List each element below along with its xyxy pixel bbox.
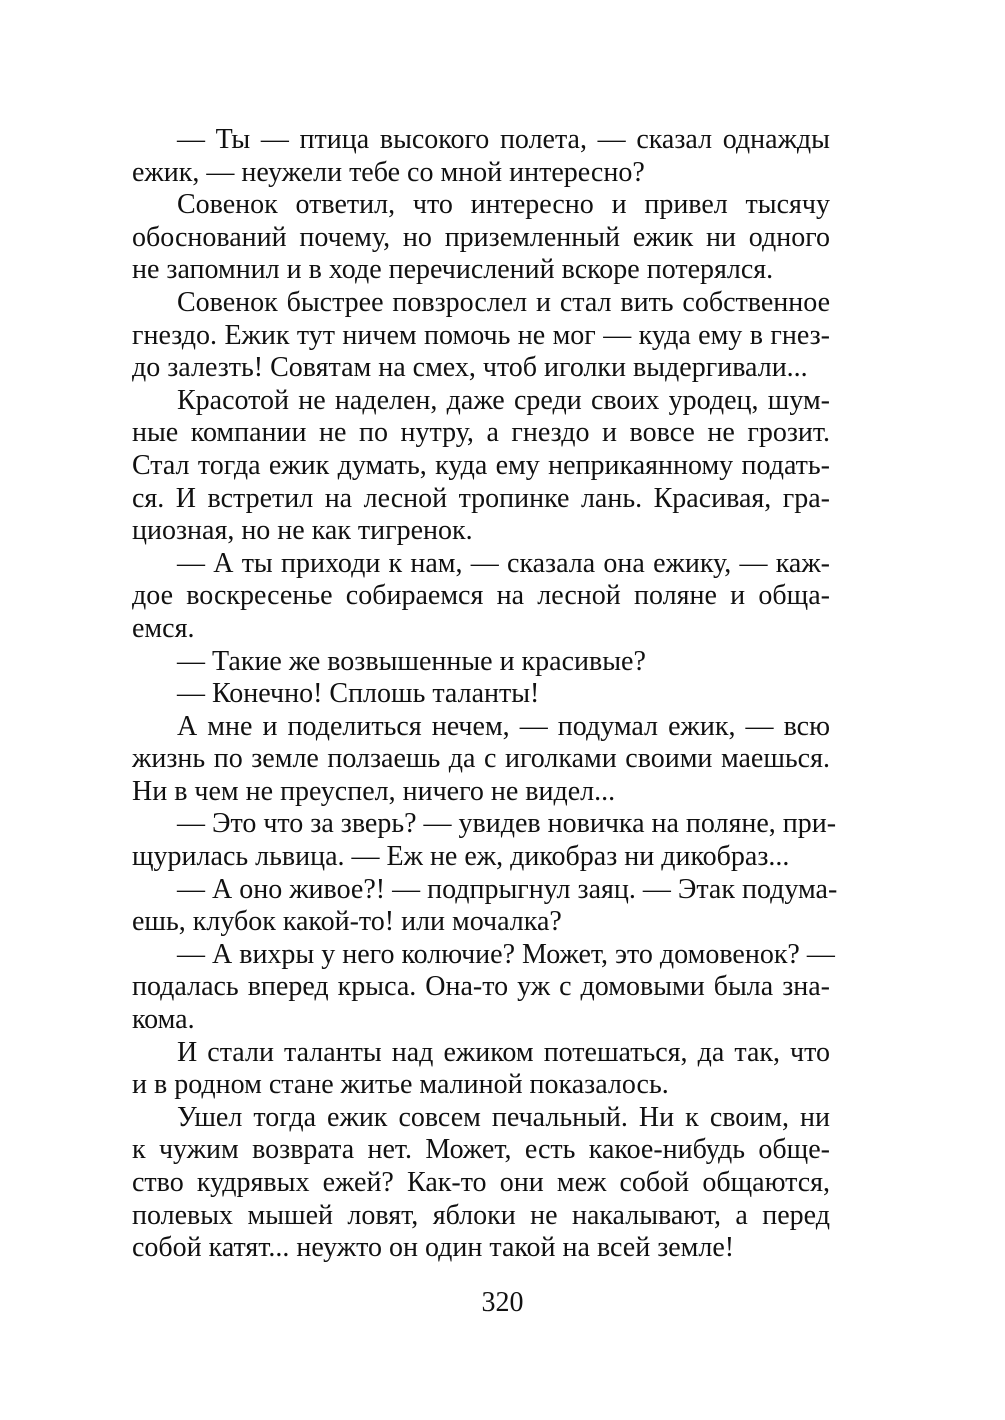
text-line: Совенок быстрее повзрослел и стал вить собственное — [177, 286, 830, 318]
text-line: емся. — [132, 612, 195, 644]
text-line: циозная, но не как тигренок. — [132, 515, 473, 547]
text-line: — Конечно! Сплошь таланты! — [177, 678, 540, 710]
text-line: — Это что за зверь? — увидев новичка на поляне, при- — [177, 808, 837, 840]
text-line: ешь, клубок какой-то! или мочалка? — [132, 906, 562, 938]
text-line: собой катят... неужто он один такой на всей земле! — [132, 1232, 735, 1264]
text-line: до залезть! Совятам на смех, чтоб иголки выдергивали... — [132, 352, 808, 384]
text-line: обоснований почему, но приземленный ежик ни одного — [132, 221, 830, 253]
text-line: щурилась львица. — Еж не еж, дикобраз ни дикобраз... — [132, 841, 790, 873]
text-line: ежик, — неужели тебе со мной интересно? — [132, 156, 645, 188]
text-line: — А оно живое?! — подпрыгнул заяц. — Этак подума- — [177, 873, 838, 905]
text-line: кома. — [132, 1004, 195, 1036]
text-line: жизнь по земле ползаешь да с иголками своими маешься. — [132, 743, 830, 775]
text-line: Красотой не наделен, даже среди своих уродец, шум- — [177, 384, 830, 416]
text-line: Стал тогда ежик думать, куда ему неприкаянному подать- — [132, 449, 830, 481]
text-line: подалась вперед крыса. Она-то уж с домовыми была зна- — [132, 971, 830, 1003]
text-line: — А вихры у него колючие? Может, это домовенок? — — [177, 938, 835, 970]
text-line: не запомнил и в ходе перечислений вскоре потерялся. — [132, 254, 774, 286]
text-line: — Такие же возвышенные и красивые? — [177, 645, 646, 677]
text-line: Ушел тогда ежик совсем печальный. Ни к своим, ни — [177, 1101, 830, 1133]
text-line: полевых мышей ловят, яблоки не накалывают, а перед — [132, 1199, 830, 1231]
text-line: ся. И встретил на лесной тропинке лань. Красивая, гра- — [132, 482, 830, 514]
text-line: — Ты — птица высокого полета, — сказал однажды — [177, 124, 830, 155]
page-number: 320 — [481, 1287, 524, 1318]
text-line: к чужим возврата нет. Может, есть какое-нибудь обще- — [132, 1134, 830, 1166]
text-line: ство кудрявых ежей? Как-то они меж собой общаются, — [132, 1167, 830, 1198]
text-line: Ни в чем не преуспел, ничего не видел... — [132, 775, 616, 807]
text-line: дое воскресенье собираемся на лесной поляне и обща- — [132, 580, 830, 612]
text-line: И стали таланты над ежиком потешаться, да так, что — [177, 1036, 830, 1068]
text-line: — А ты приходи к нам, — сказала она ежику, — каж- — [177, 547, 830, 579]
text-line: А мне и поделиться нечем, — подумал ежик, — всю — [177, 710, 830, 742]
text-line: Совенок ответил, что интересно и привел тысячу — [177, 189, 830, 221]
text-line: гнездо. Ежик тут ничем помочь не мог — куда ему в гнез- — [132, 319, 830, 351]
body-text — [132, 124, 838, 1265]
text-line: ные компании не по нутру, а гнездо и вовсе не грозит. — [132, 417, 830, 449]
text-line: и в родном стане житье малиной показалось. — [132, 1069, 669, 1101]
